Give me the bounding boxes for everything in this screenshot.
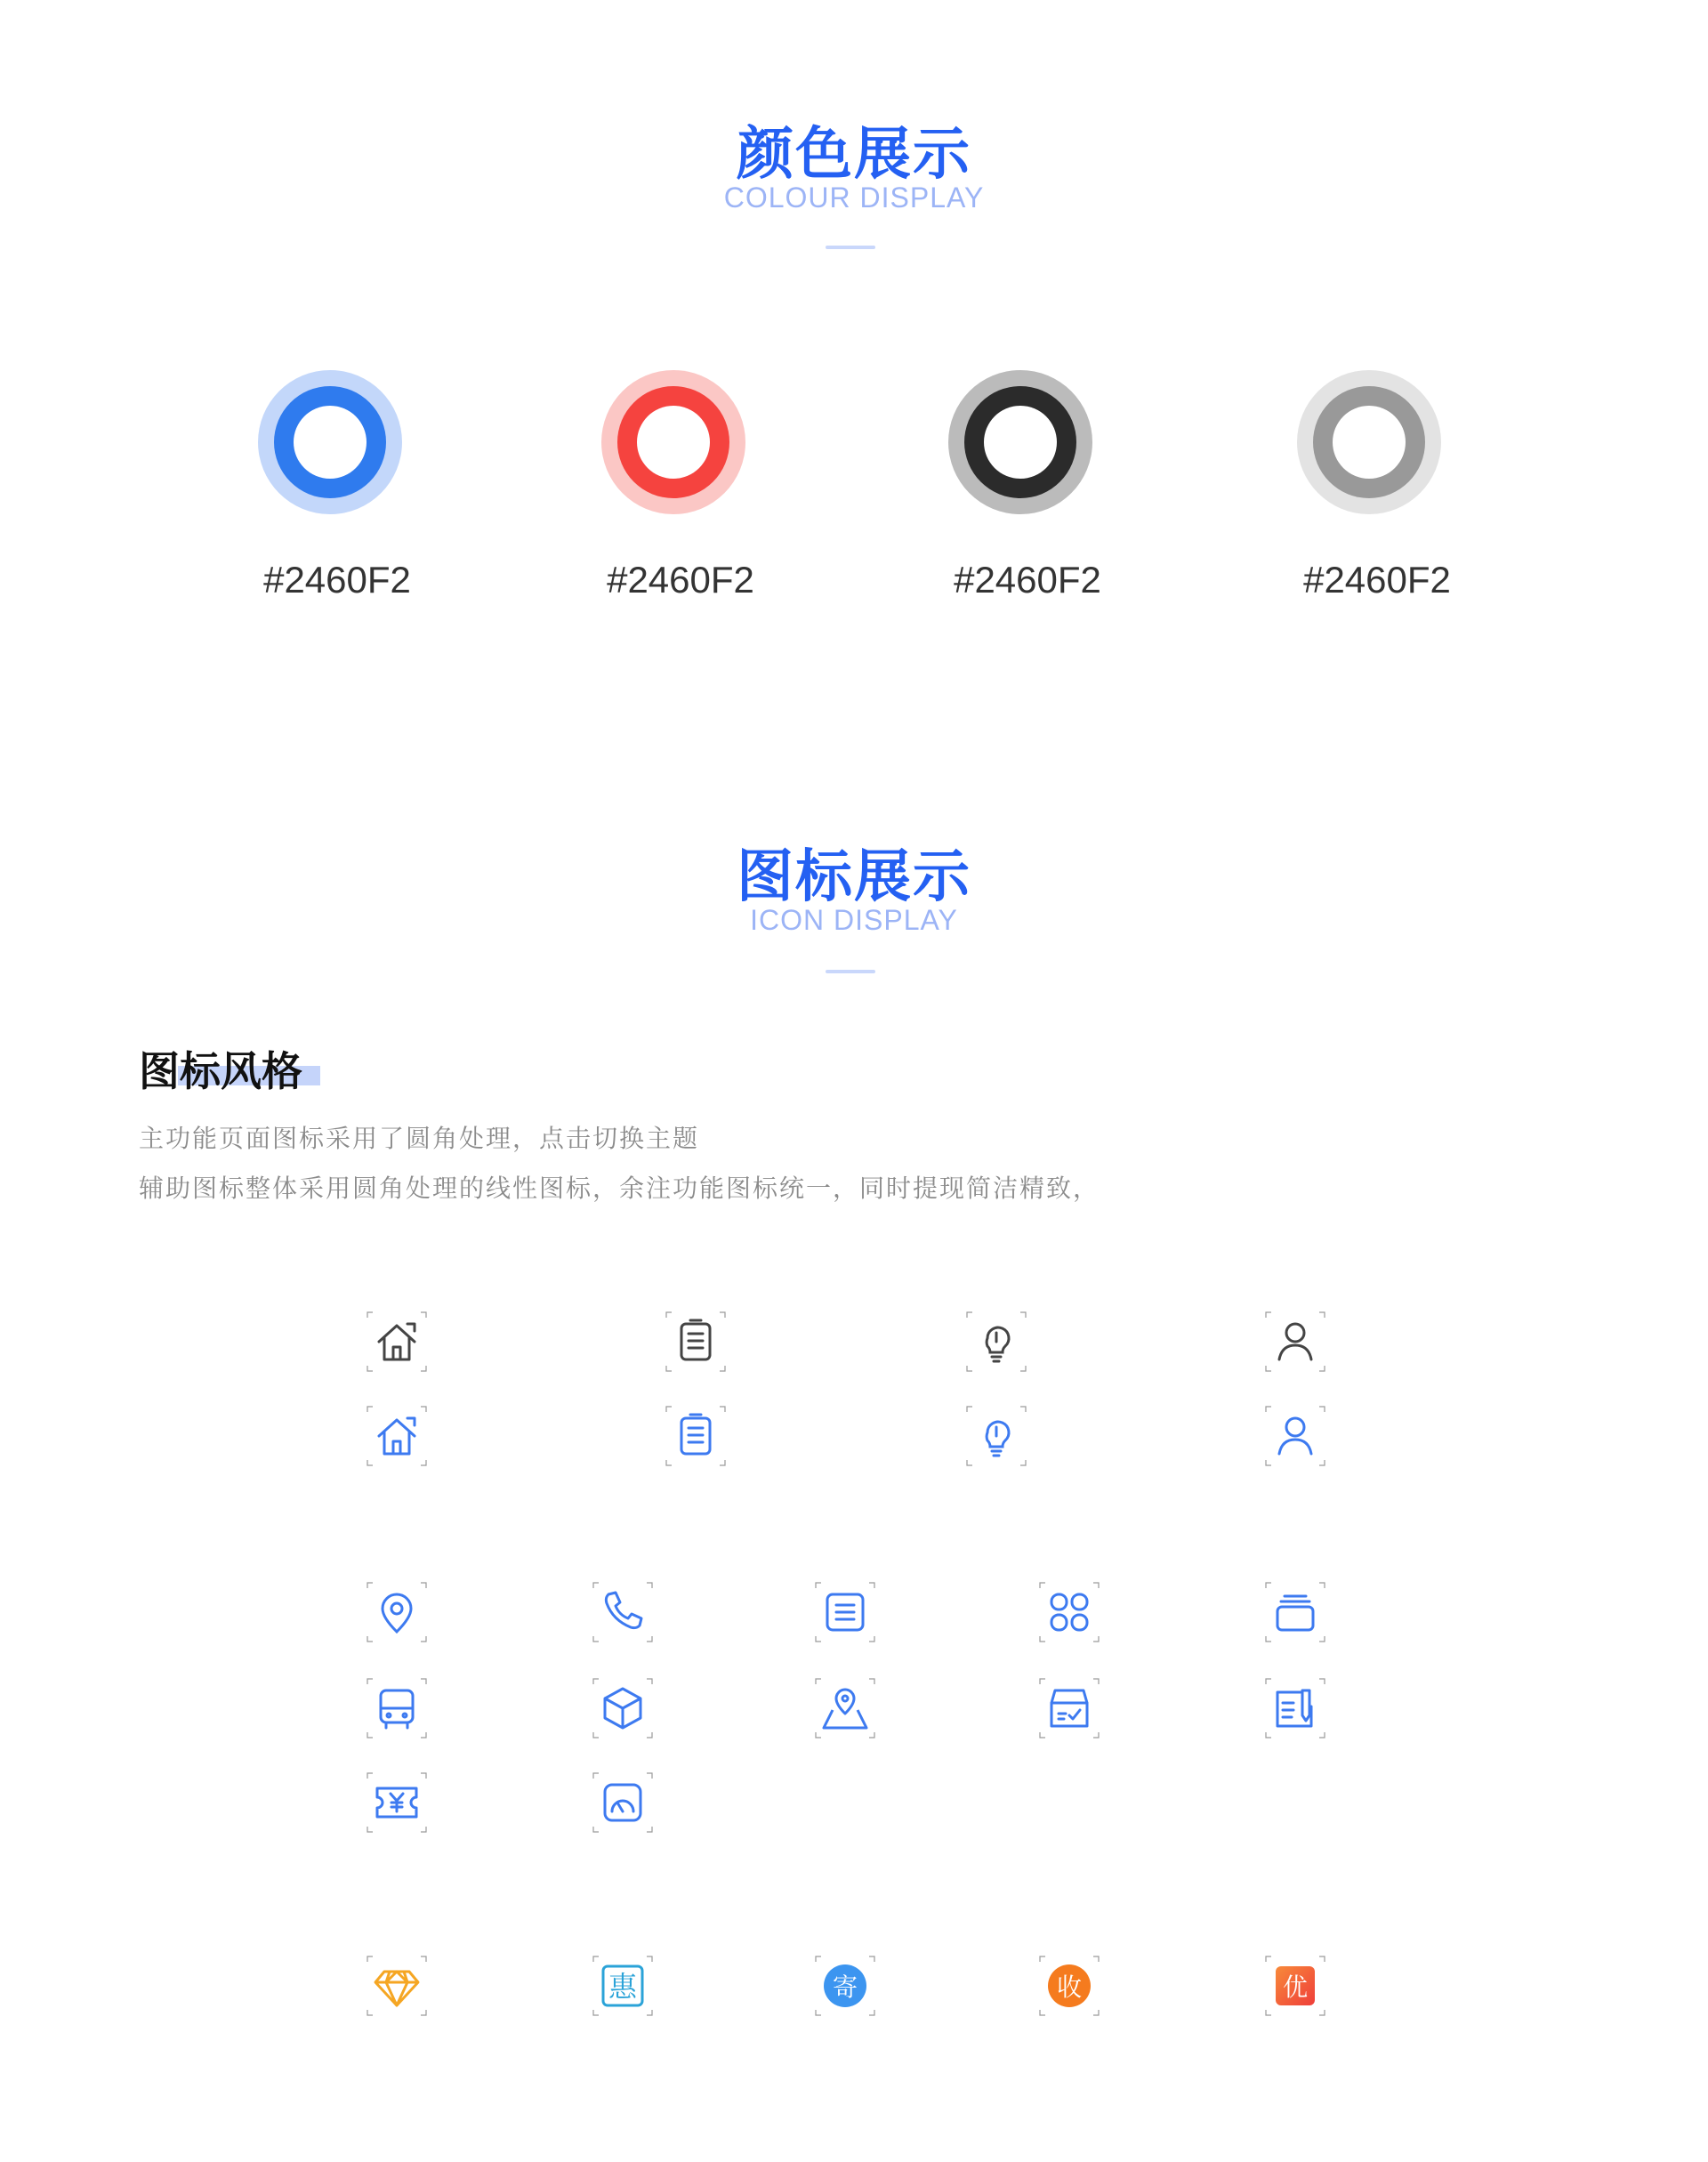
diamond-icon[interactable] <box>367 1956 427 2016</box>
icon-style-desc-2: 辅助图标整体采用圆角处理的线性图标，余注功能图标统一，同时提现简洁精致， <box>139 1174 1100 1203</box>
swatch-label-2: #2460F2 <box>607 559 754 601</box>
bus-icon[interactable] <box>367 1678 427 1738</box>
swatch-blue <box>258 370 402 514</box>
ji-badge-icon[interactable] <box>815 1956 875 2016</box>
colour-section-title: 颜色展示 <box>737 122 971 188</box>
icon-style-desc-1: 主功能页面图标采用了圆角处理，点击切换主题 <box>139 1124 700 1153</box>
list-icon[interactable] <box>815 1582 875 1642</box>
you-badge-text: 优 <box>1282 1972 1309 2002</box>
clipboard-icon[interactable] <box>665 1311 726 1372</box>
layers-icon[interactable] <box>1265 1582 1325 1642</box>
icon-section-subtitle: ICON DISPLAY <box>750 904 958 936</box>
swatch-label-4: #2460F2 <box>1303 559 1451 601</box>
lightbulb-icon[interactable] <box>966 1311 1027 1372</box>
swatch-grey <box>1297 370 1441 514</box>
map-location-icon[interactable] <box>815 1678 875 1738</box>
swatch-label-1: #2460F2 <box>263 559 411 601</box>
ji-badge-text: 寄 <box>832 1972 858 2002</box>
clipboard-icon-active[interactable] <box>665 1406 726 1466</box>
box-icon[interactable] <box>592 1678 653 1738</box>
icon-section-title: 图标展示 <box>737 844 971 910</box>
icon-section-divider <box>826 970 875 973</box>
user-icon-active[interactable] <box>1265 1406 1325 1466</box>
home-icon-active[interactable] <box>367 1406 427 1466</box>
shou-badge-text: 收 <box>1056 1972 1083 2002</box>
hui-badge-text: 惠 <box>608 1970 638 2004</box>
inbox-check-icon[interactable] <box>1039 1678 1100 1738</box>
ticket-yen-icon[interactable] <box>367 1772 427 1833</box>
icon-style-heading: 图标风格 <box>139 1047 302 1095</box>
gauge-icon[interactable] <box>592 1772 653 1833</box>
location-pin-icon[interactable] <box>367 1582 427 1642</box>
home-icon[interactable] <box>367 1311 427 1372</box>
phone-icon[interactable] <box>592 1582 653 1642</box>
edit-document-icon[interactable] <box>1265 1678 1325 1738</box>
swatch-red <box>601 370 745 514</box>
swatch-black <box>948 370 1092 514</box>
swatch-label-3: #2460F2 <box>954 559 1101 601</box>
lightbulb-icon-active[interactable] <box>966 1406 1027 1466</box>
grid-icon[interactable] <box>1039 1582 1100 1642</box>
user-icon[interactable] <box>1265 1311 1325 1372</box>
colour-section-divider <box>826 246 875 249</box>
hui-badge-icon[interactable] <box>592 1956 653 2016</box>
shou-badge-icon[interactable] <box>1039 1956 1100 2016</box>
you-badge-icon[interactable] <box>1265 1956 1325 2016</box>
colour-section-subtitle: COLOUR DISPLAY <box>723 182 985 214</box>
